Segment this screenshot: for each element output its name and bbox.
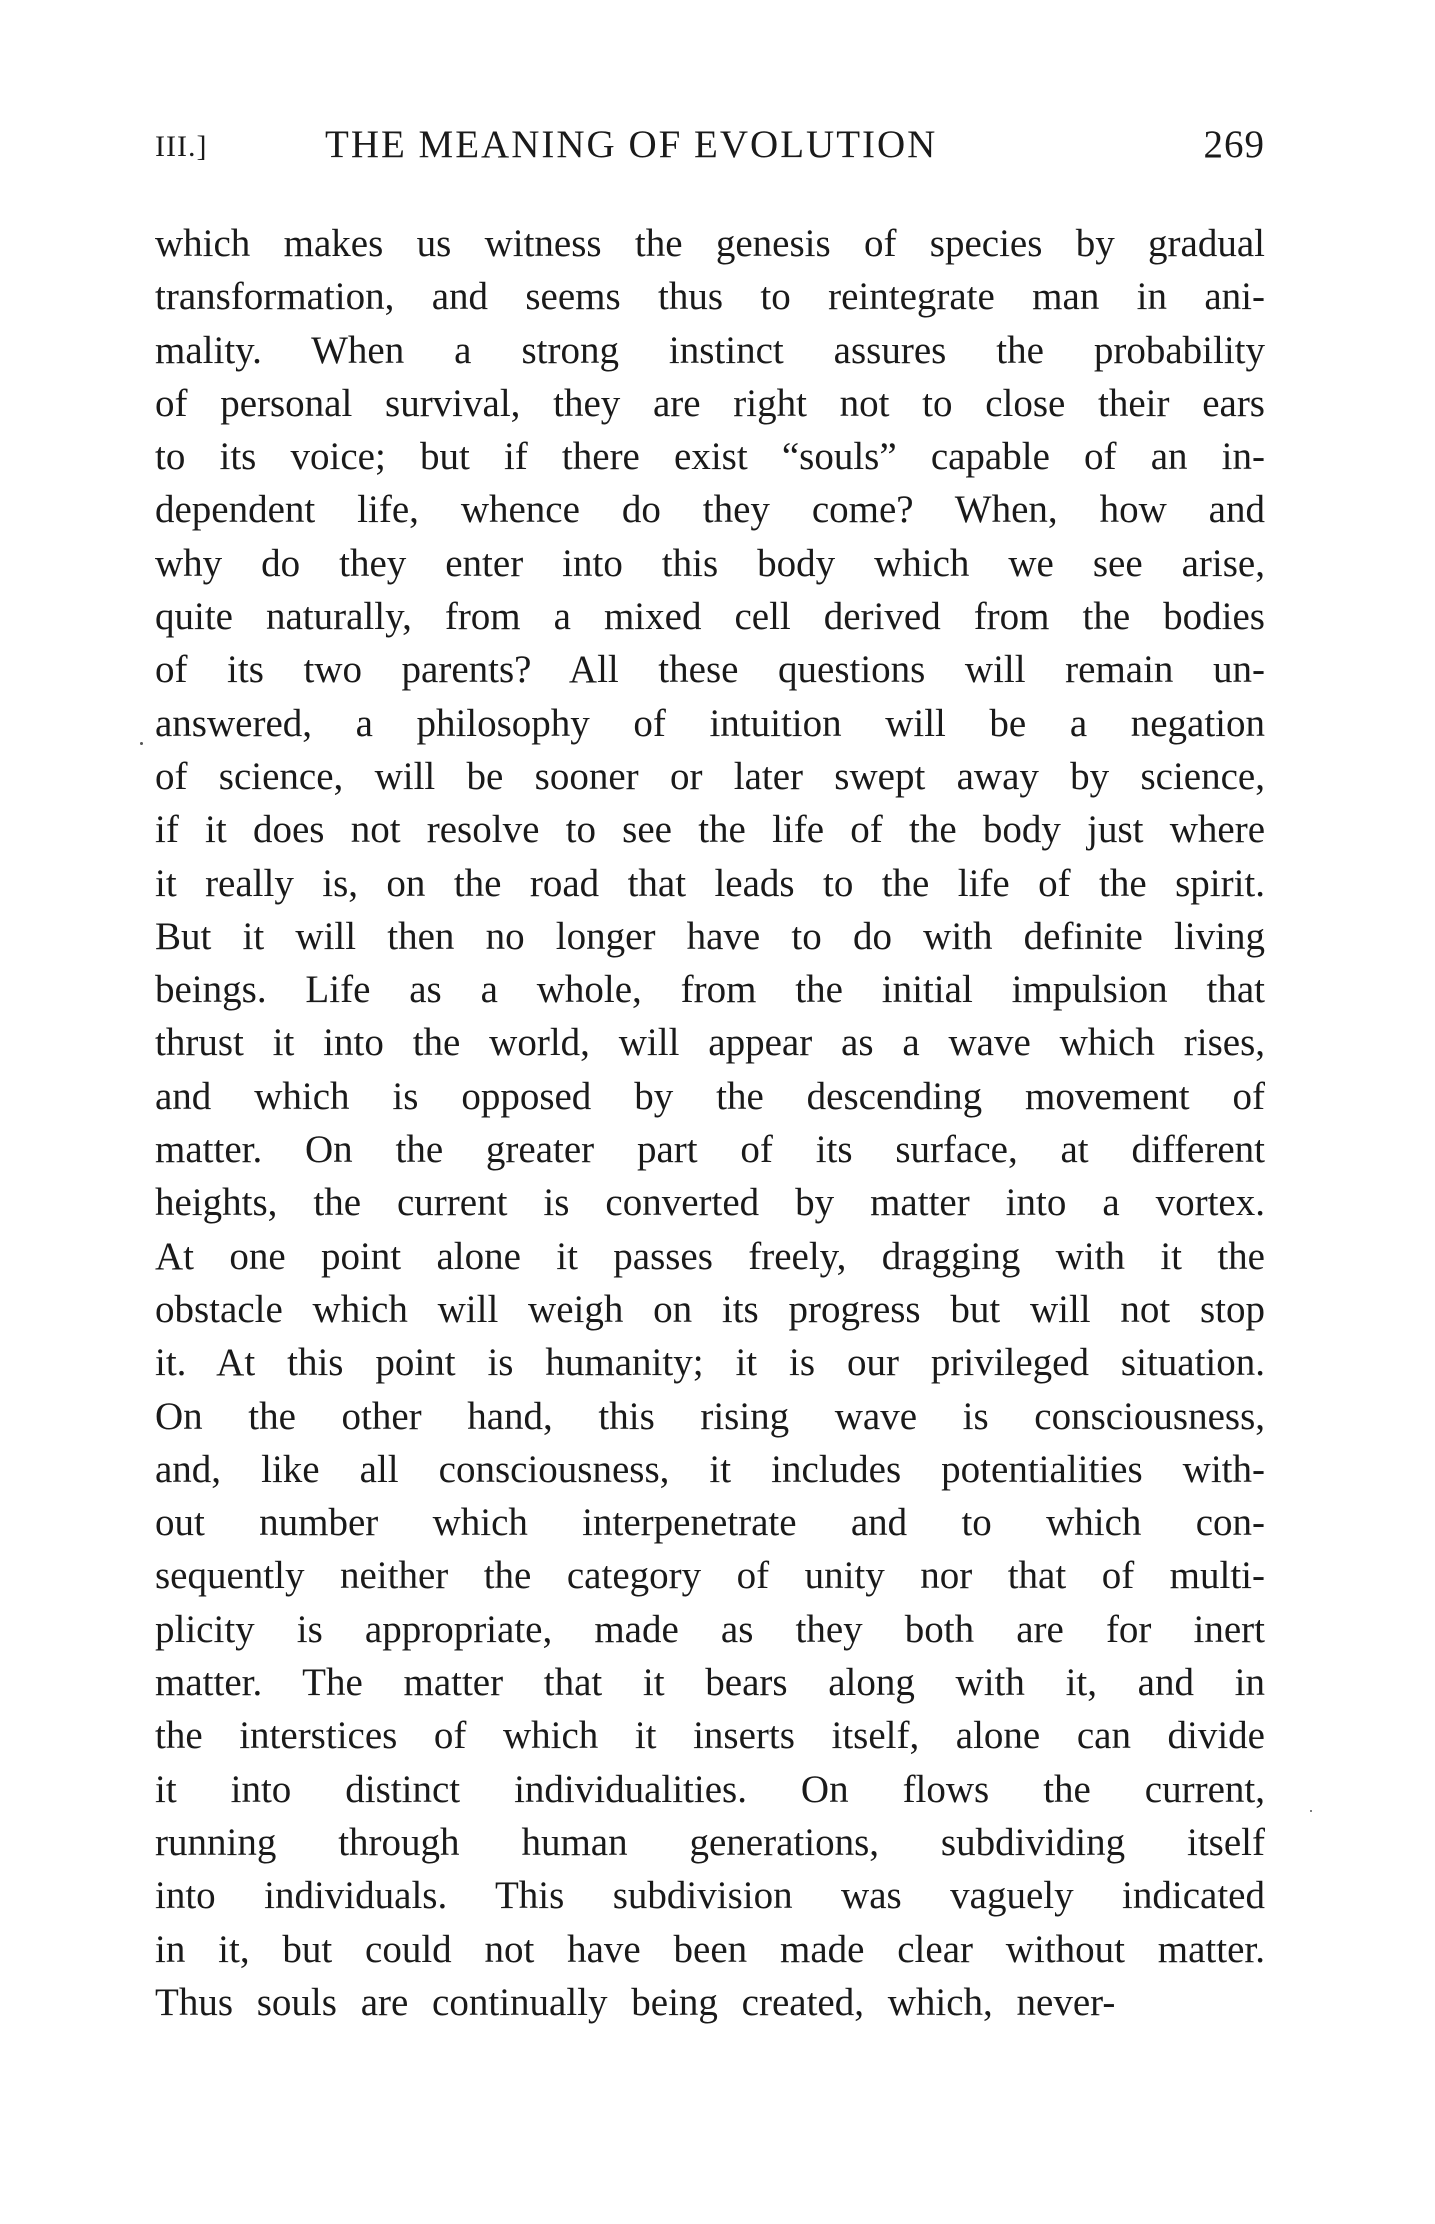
text-line: obstacle which will weigh on its progress but will not stop xyxy=(155,1287,1265,1331)
text-line: of personal survival, they are right not to close their ears xyxy=(155,381,1265,425)
text-line: quite naturally, from a mixed cell derived from the bodies xyxy=(155,595,1265,639)
text-line: plicity is appropriate, made as they both are for inert xyxy=(155,1607,1265,1651)
text-line: of science, will be sooner or later swept away by science, xyxy=(155,754,1265,798)
text-line: why do they enter into this body which we see arise, xyxy=(155,541,1265,585)
text-line: and which is opposed by the descending movement of xyxy=(155,1074,1265,1118)
body-text xyxy=(155,217,1265,2029)
page-header xyxy=(155,122,1265,182)
text-line: answered, a philosophy of intuition will be a negation xyxy=(155,701,1265,745)
chapter-marker: III.] xyxy=(155,130,208,163)
text-line: which makes us witness the genesis of species by gradual xyxy=(155,222,1265,265)
running-title: THE MEANING OF EVOLUTION xyxy=(325,123,938,166)
text-line: dependent life, whence do they come? When, how and xyxy=(155,488,1265,532)
text-line: out number which interpenetrate and to which con- xyxy=(155,1501,1265,1545)
text-line: But it will then no longer have to do with definite living xyxy=(155,914,1265,958)
text-line: matter. On the greater part of its surface, at different xyxy=(155,1128,1265,1172)
text-line: thrust it into the world, will appear as a wave which rises, xyxy=(155,1021,1265,1065)
text-line: Thus souls are continually being created, which, never- xyxy=(155,1980,1116,2024)
page-number: 269 xyxy=(1203,123,1265,166)
text-line: beings. Life as a whole, from the initial impulsion that xyxy=(155,968,1265,1012)
text-line: running through human generations, subdividing itself xyxy=(155,1820,1265,1864)
text-line: At one point alone it passes freely, dragging with it the xyxy=(155,1234,1265,1278)
text-line: it really is, on the road that leads to the life of the spirit. xyxy=(155,861,1265,905)
text-line: mality. When a strong instinct assures the probability xyxy=(155,328,1265,372)
text-line: to its voice; but if there exist “souls” capable of an in- xyxy=(155,435,1265,479)
text-line: of its two parents? All these questions will remain un- xyxy=(155,648,1265,692)
print-speck xyxy=(1310,1810,1312,1812)
text-line: matter. The matter that it bears along with it, and in xyxy=(155,1661,1265,1705)
text-line: and, like all consciousness, it includes potentialities with- xyxy=(155,1447,1265,1491)
text-line: sequently neither the category of unity nor that of multi- xyxy=(155,1554,1265,1598)
text-line: it. At this point is humanity; it is our privileged situation. xyxy=(155,1341,1265,1385)
text-line: On the other hand, this rising wave is consciousness, xyxy=(155,1394,1265,1438)
text-line: in it, but could not have been made clear without matter. xyxy=(155,1927,1265,1971)
text-line: if it does not resolve to see the life of the body just where xyxy=(155,808,1265,852)
text-line: into individuals. This subdivision was vaguely indicated xyxy=(155,1874,1265,1918)
text-line: transformation, and seems thus to reintegrate man in ani- xyxy=(155,275,1265,319)
print-speck xyxy=(140,742,143,745)
text-line: heights, the current is converted by matter into a vortex. xyxy=(155,1181,1265,1225)
text-line: it into distinct individualities. On flows the current, xyxy=(155,1767,1265,1811)
text-line: the interstices of which it inserts itself, alone can divide xyxy=(155,1714,1265,1758)
